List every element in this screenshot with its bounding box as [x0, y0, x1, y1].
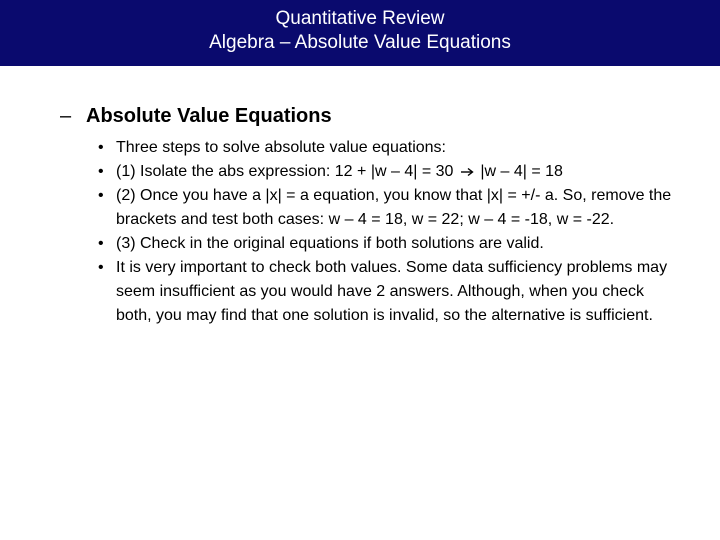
bullet-dot: •	[98, 139, 104, 156]
list-item	[60, 256, 676, 328]
list-item	[60, 184, 676, 232]
slide-body	[60, 103, 680, 328]
heading-dash: –	[60, 105, 72, 127]
list-item	[60, 160, 676, 184]
right-arrow-icon	[460, 167, 474, 177]
list-item-text: (1) Isolate the abs expression: 12 + |w – 4| = 30	[116, 163, 454, 180]
bullet-dot: •	[98, 163, 104, 180]
bullet-dot: •	[98, 187, 104, 204]
section-heading	[60, 103, 680, 129]
section-heading-text: Absolute Value Equations	[86, 105, 332, 127]
list-item-text: (3) Check in the original equations if both solutions are valid.	[116, 235, 544, 252]
list-item	[60, 232, 676, 256]
slide-title: Quantitative Review	[275, 8, 445, 29]
bullet-list	[60, 136, 680, 328]
list-item-text: It is very important to check both values. Some data sufficiency problems may seem insufficient as you would have 2 answers. Although, when you check both, you may find that one solution is invalid, so the alternative is sufficient.	[116, 259, 668, 324]
list-item-result: |w – 4| = 18	[480, 163, 563, 180]
bullet-dot: •	[98, 259, 104, 276]
list-item-text: (2) Once you have a |x| = a equation, you know that |x| = +/- a. So, remove the brackets and test both cases: w – 4 = 18, w = 22; w – 4 = -18, w = -22.	[116, 187, 672, 228]
list-item-text: Three steps to solve absolute value equations:	[116, 139, 446, 156]
title-bar	[0, 0, 720, 66]
bullet-dot: •	[98, 235, 104, 252]
list-item	[60, 136, 676, 160]
slide-subtitle: Algebra – Absolute Value Equations	[209, 32, 511, 53]
